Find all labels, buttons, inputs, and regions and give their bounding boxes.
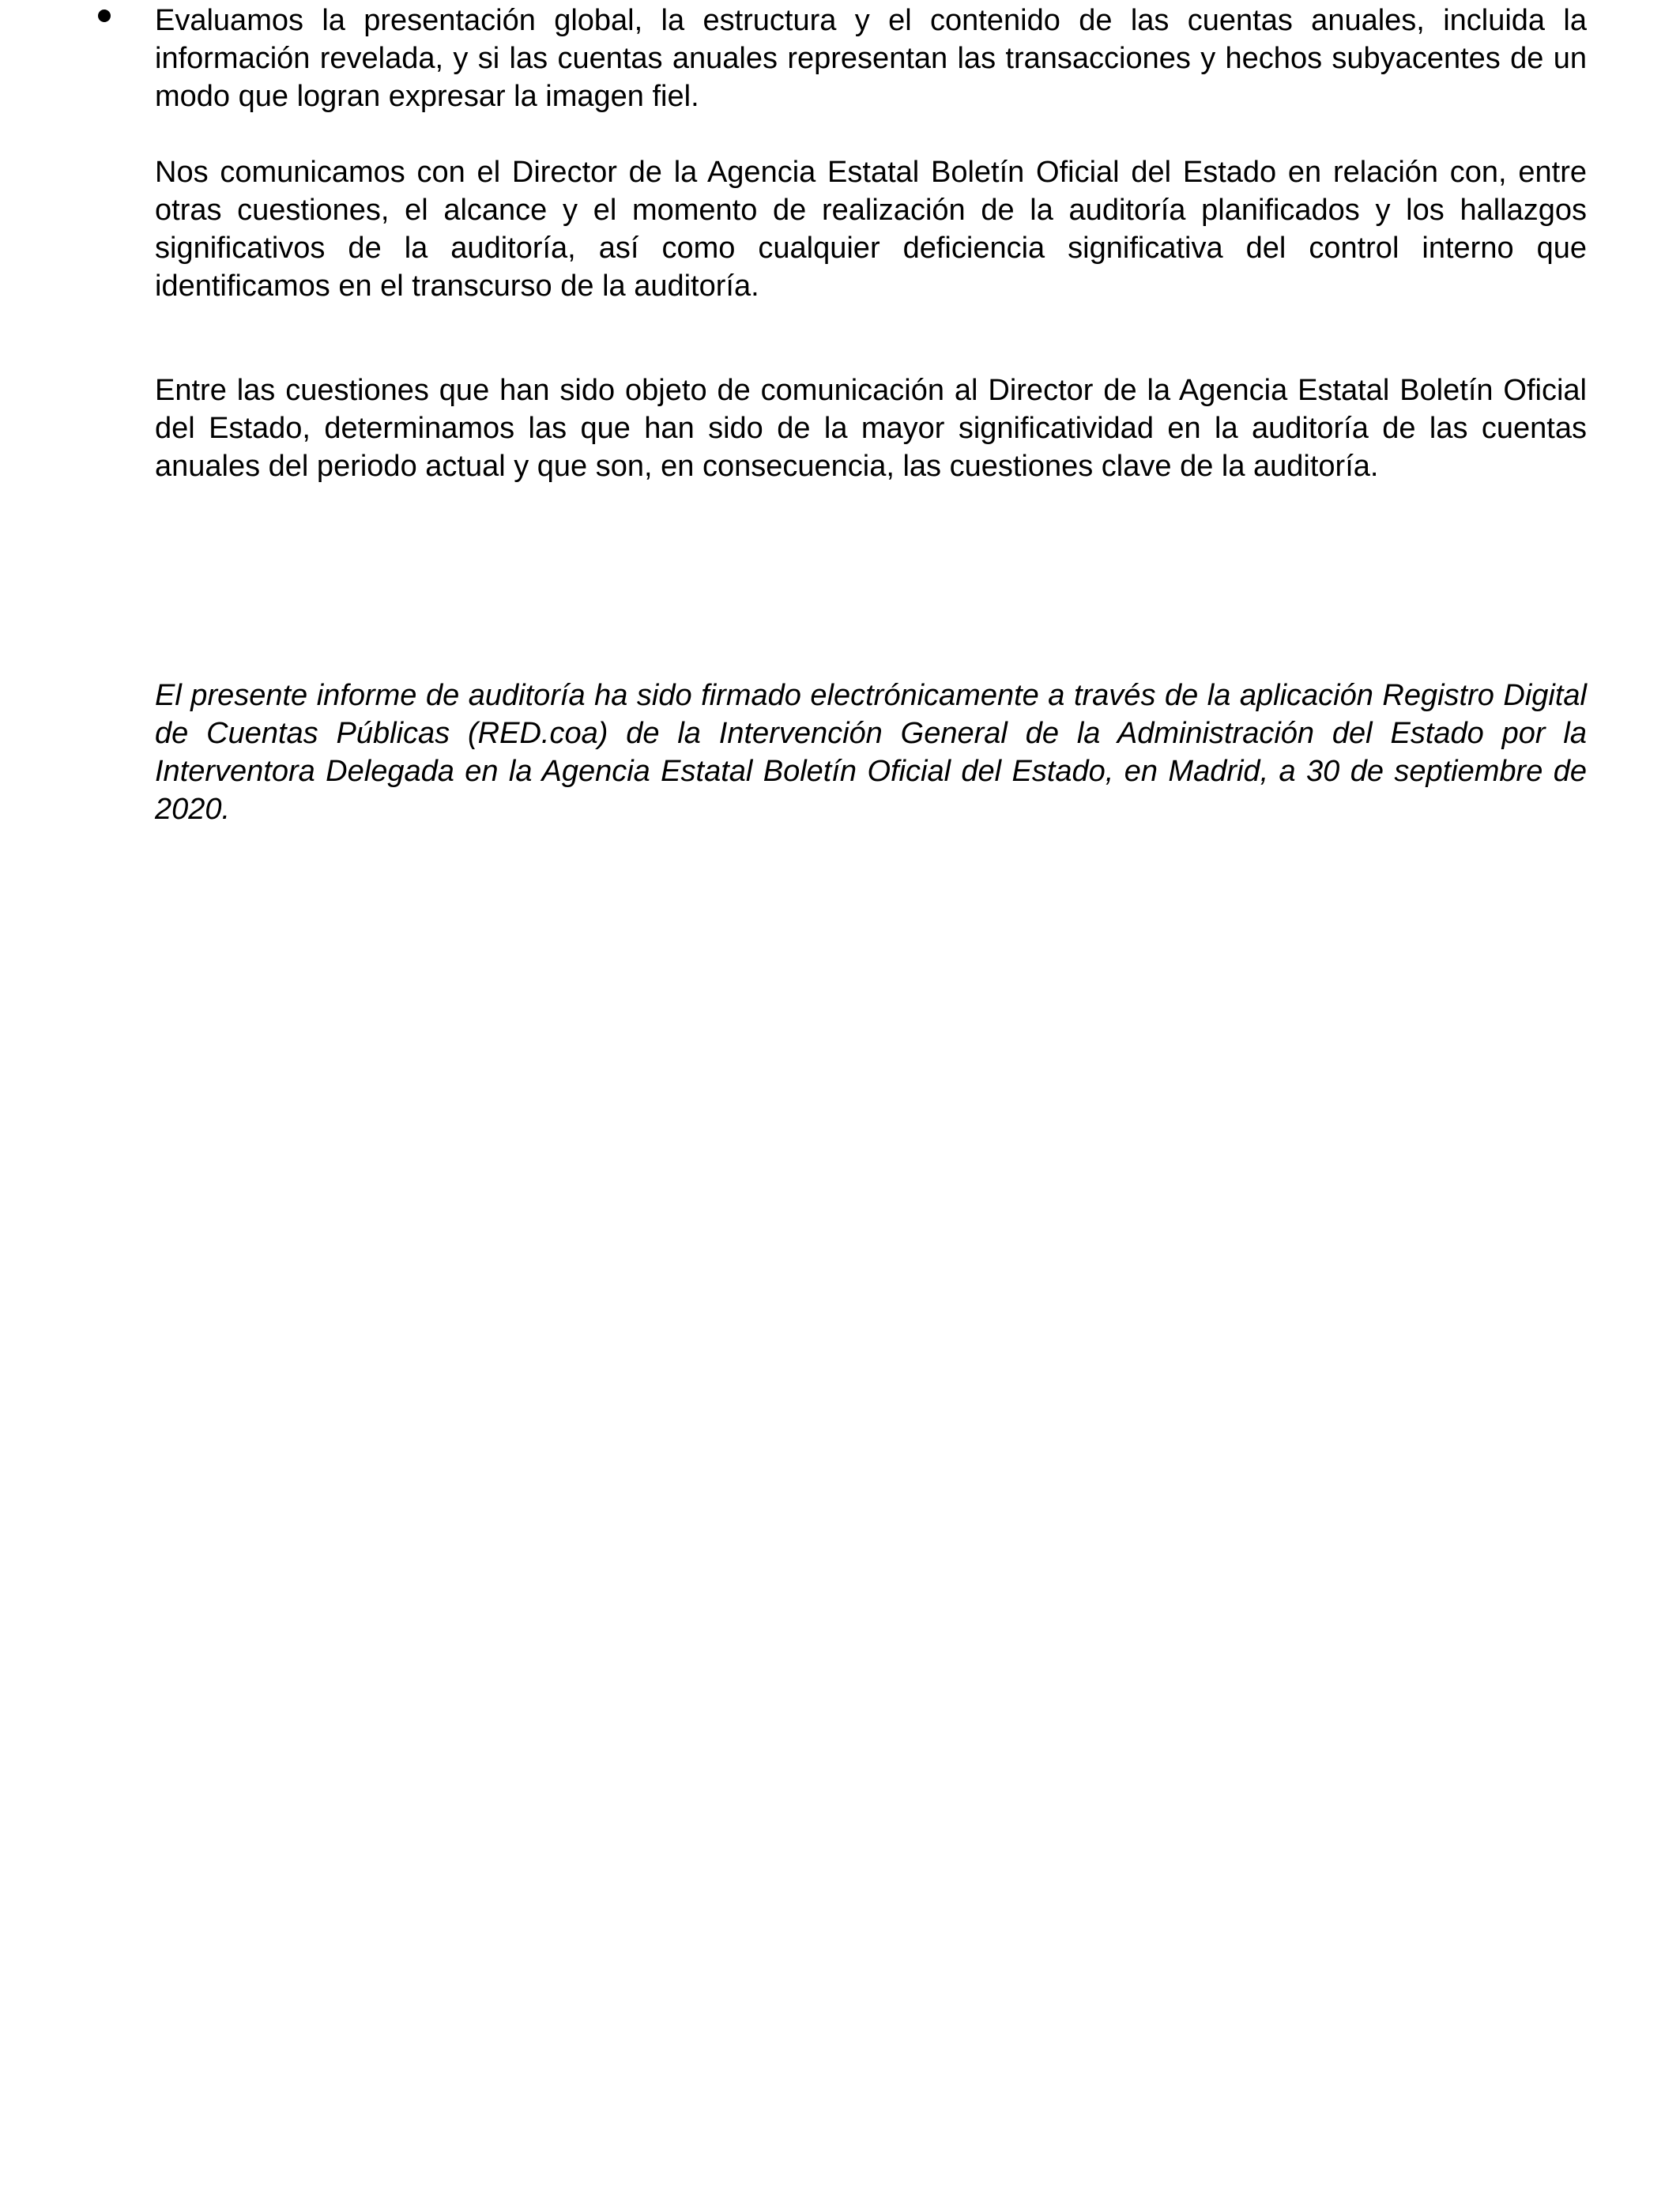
key-audit-matters-paragraph: Entre las cuestiones que han sido objeto de comunicación al Director de la Agencia Estatal Boletín Oficial del Estado, determinamos las que han sido de la mayor significatividad en la auditoría de las cuentas anuales del periodo actual y que son, en consecuencia, las cuestiones clave de la auditoría. [155, 374, 1587, 483]
electronic-signature-statement: El presente informe de auditoría ha sido firmado electrónicamente a través de la aplicación Registro Digital de Cuentas Públicas (RED.coa) de la Intervención General de la Administración del Estado por la Interventora Delegada en la Agencia Estatal Boletín Oficial del Estado, en Madrid, a 30 de septiembre de 2020. [155, 679, 1587, 826]
bullet-paragraph: Evaluamos la presentación global, la estructura y el contenido de las cuentas anuales, incluida la información revelada, y si las cuentas anuales representan las transacciones y hechos subyacentes de un modo que logran expresar la imagen fiel. [155, 4, 1587, 113]
communication-paragraph: Nos comunicamos con el Director de la Agencia Estatal Boletín Oficial del Estado en relación con, entre otras cuestiones, el alcance y el momento de realización de la auditoría planificados y los hallazgos significativos de la auditoría, así como cualquier deficiencia significativa del control interno que identificamos en el transcurso de la auditoría. [155, 156, 1587, 303]
bullet-point-icon [98, 9, 111, 22]
